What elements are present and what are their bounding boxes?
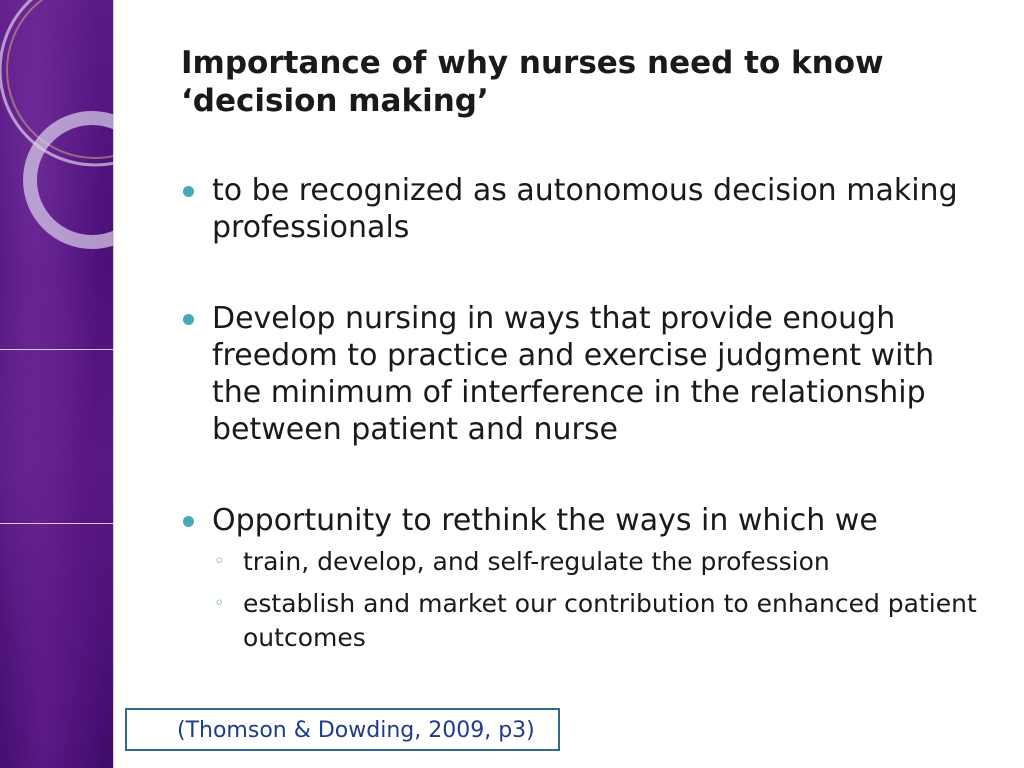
sub-bullet-text: establish and market our contribution to enhanced patient outcomes [243,589,977,652]
bullet-icon [183,314,194,325]
sub-bullet-text: train, develop, and self-regulate the profession [243,547,830,576]
title-line: ‘decision making’ [181,83,489,119]
bullet-item [181,502,981,663]
title-line: Importance of why nurses need to know [181,45,884,81]
citation-box [125,708,560,751]
sub-bullet-icon: ◦ [214,551,225,572]
slide-title [181,44,981,120]
bullet-item [181,172,981,246]
bullet-text: to be recognized as autonomous decision making professionals [212,173,958,245]
bullet-item [181,300,981,448]
bullet-text: Develop nursing in ways that provide enough freedom to practice and exercise judgment with the minimum of interference in the relationship between patient and nurse [212,301,935,447]
bullet-icon [183,516,194,527]
band-edge [113,0,114,768]
band-divider [0,523,113,524]
sub-bullet-item [212,545,981,579]
band-divider [0,349,113,350]
bullet-text: Opportunity to rethink the ways in which we [212,503,878,538]
bullet-icon [183,186,194,197]
sub-bullet-icon: ◦ [214,593,225,614]
sub-bullet-item [212,587,981,655]
decorative-side-band [0,0,113,768]
citation-text: (Thomson & Dowding, 2009, p3) [177,718,535,743]
decorative-rings [0,0,113,768]
sub-bullet-list [212,545,981,655]
